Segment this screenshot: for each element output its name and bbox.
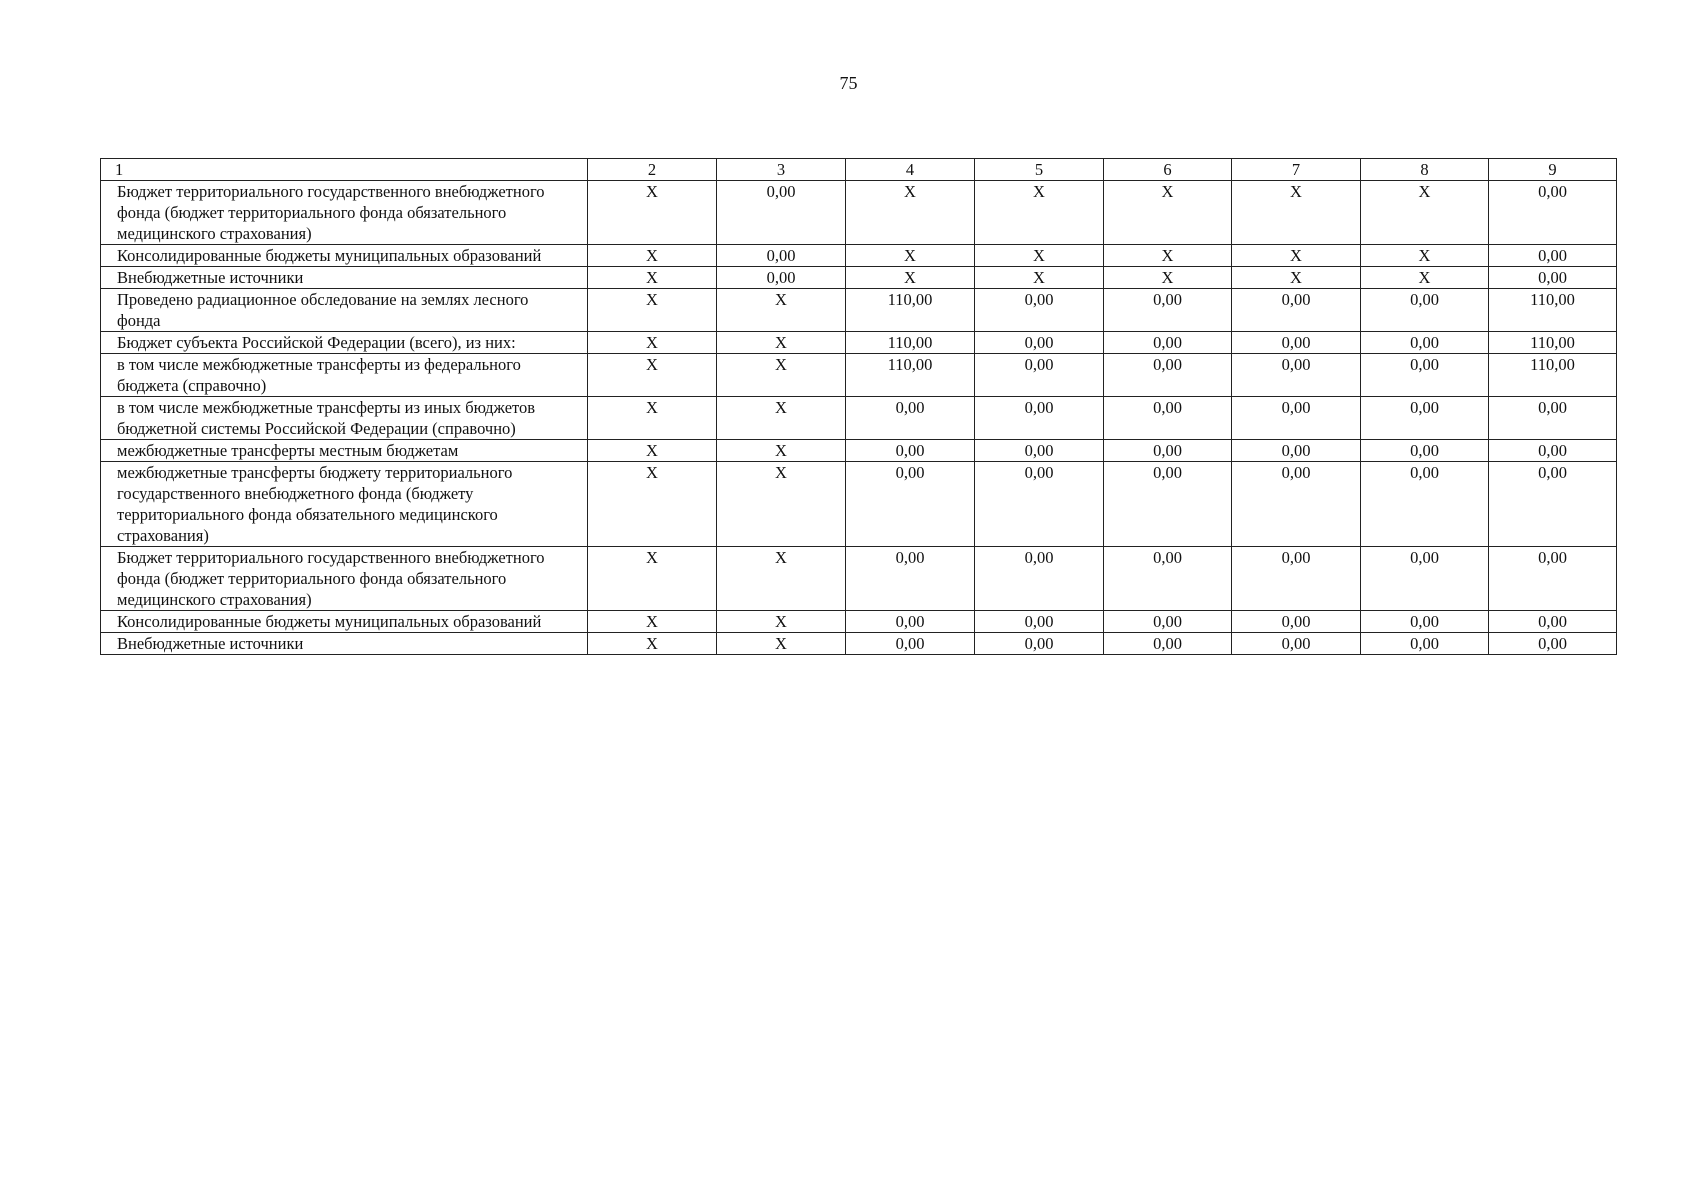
table-cell: 110,00 bbox=[1489, 354, 1617, 397]
table-cell: 0,00 bbox=[1232, 611, 1361, 633]
table-cell: 0,00 bbox=[1361, 440, 1489, 462]
table-cell: 0,00 bbox=[846, 611, 975, 633]
header-cell: 8 bbox=[1361, 159, 1489, 181]
table-row bbox=[101, 332, 1617, 354]
header-cell: 4 bbox=[846, 159, 975, 181]
table-cell: X bbox=[717, 397, 846, 440]
table-cell: 0,00 bbox=[1489, 633, 1617, 655]
table-cell: 0,00 bbox=[1104, 332, 1232, 354]
table-row bbox=[101, 547, 1617, 611]
header-cell: 6 bbox=[1104, 159, 1232, 181]
table-cell: X bbox=[1232, 267, 1361, 289]
table-cell: X bbox=[588, 289, 717, 332]
page-number: 75 bbox=[839, 73, 858, 93]
table-cell: X bbox=[1104, 267, 1232, 289]
header-cell: 9 bbox=[1489, 159, 1617, 181]
table-cell: 0,00 bbox=[1104, 397, 1232, 440]
table-cell: X bbox=[588, 547, 717, 611]
table-cell: 0,00 bbox=[1104, 462, 1232, 547]
table-cell: X bbox=[717, 354, 846, 397]
table-cell: 0,00 bbox=[975, 462, 1104, 547]
table-row bbox=[101, 397, 1617, 440]
table-cell: 0,00 bbox=[1489, 181, 1617, 245]
table-cell: 0,00 bbox=[1232, 289, 1361, 332]
table-cell: 0,00 bbox=[1104, 633, 1232, 655]
table-cell: 0,00 bbox=[1232, 547, 1361, 611]
header-row bbox=[101, 159, 1617, 181]
table-cell: X bbox=[588, 181, 717, 245]
table-cell: 0,00 bbox=[1104, 547, 1232, 611]
row-label: Бюджет территориального государственного внебюджетного фонда (бюджет территориального фонда обязательного медицинского страхования) bbox=[101, 181, 588, 245]
table-cell: X bbox=[588, 633, 717, 655]
table-cell: 110,00 bbox=[846, 354, 975, 397]
table-cell: 0,00 bbox=[846, 633, 975, 655]
table-cell: 0,00 bbox=[1489, 462, 1617, 547]
table-cell: 0,00 bbox=[975, 611, 1104, 633]
table-cell: X bbox=[846, 245, 975, 267]
table-cell: X bbox=[717, 332, 846, 354]
table-cell: 0,00 bbox=[975, 397, 1104, 440]
row-label: Консолидированные бюджеты муниципальных образований bbox=[101, 245, 588, 267]
table-cell: X bbox=[717, 440, 846, 462]
table-cell: 0,00 bbox=[1104, 354, 1232, 397]
row-label: Консолидированные бюджеты муниципальных образований bbox=[101, 611, 588, 633]
header-cell: 3 bbox=[717, 159, 846, 181]
table-cell: 0,00 bbox=[846, 462, 975, 547]
table-cell: 0,00 bbox=[1361, 462, 1489, 547]
header-cell: 7 bbox=[1232, 159, 1361, 181]
table-cell: X bbox=[975, 245, 1104, 267]
table-cell: 0,00 bbox=[1489, 440, 1617, 462]
row-label: Внебюджетные источники bbox=[101, 633, 588, 655]
table-cell: 0,00 bbox=[1104, 440, 1232, 462]
row-label: Бюджет субъекта Российской Федерации (всего), из них: bbox=[101, 332, 588, 354]
table-cell: 0,00 bbox=[1232, 633, 1361, 655]
table-cell: 0,00 bbox=[1361, 547, 1489, 611]
table-row bbox=[101, 181, 1617, 245]
table-cell: X bbox=[1104, 181, 1232, 245]
table-row bbox=[101, 611, 1617, 633]
budget-table bbox=[100, 158, 1617, 655]
table-cell: 0,00 bbox=[846, 440, 975, 462]
table-cell: 0,00 bbox=[975, 332, 1104, 354]
table-cell: X bbox=[588, 267, 717, 289]
table-row bbox=[101, 462, 1617, 547]
table-cell: X bbox=[588, 397, 717, 440]
table-cell: X bbox=[588, 611, 717, 633]
table-cell: 0,00 bbox=[1104, 611, 1232, 633]
table-cell: X bbox=[588, 245, 717, 267]
table-cell: 0,00 bbox=[1232, 332, 1361, 354]
row-label: Проведено радиационное обследование на землях лесного фонда bbox=[101, 289, 588, 332]
table-cell: 0,00 bbox=[975, 354, 1104, 397]
table-cell: 110,00 bbox=[1489, 289, 1617, 332]
table-cell: X bbox=[1232, 245, 1361, 267]
table-cell: 0,00 bbox=[1361, 354, 1489, 397]
table-cell: X bbox=[846, 181, 975, 245]
header-cell: 1 bbox=[101, 159, 588, 181]
table-cell: 0,00 bbox=[1232, 440, 1361, 462]
table-cell: 0,00 bbox=[1489, 611, 1617, 633]
header-cell: 5 bbox=[975, 159, 1104, 181]
table-cell: 0,00 bbox=[1361, 289, 1489, 332]
table-cell: X bbox=[588, 440, 717, 462]
table-cell: X bbox=[975, 181, 1104, 245]
table-cell: X bbox=[975, 267, 1104, 289]
row-label: межбюджетные трансферты местным бюджетам bbox=[101, 440, 588, 462]
table-cell: 0,00 bbox=[717, 181, 846, 245]
table-cell: X bbox=[1104, 245, 1232, 267]
table-cell: X bbox=[1361, 267, 1489, 289]
table-row bbox=[101, 440, 1617, 462]
table-cell: 110,00 bbox=[846, 332, 975, 354]
row-label: Внебюджетные источники bbox=[101, 267, 588, 289]
table-cell: X bbox=[1361, 181, 1489, 245]
table-cell: 110,00 bbox=[846, 289, 975, 332]
table-row bbox=[101, 267, 1617, 289]
table-cell: 110,00 bbox=[1489, 332, 1617, 354]
table-cell: 0,00 bbox=[1104, 289, 1232, 332]
table-row bbox=[101, 633, 1617, 655]
table-body bbox=[101, 181, 1617, 655]
table-cell: 0,00 bbox=[1489, 267, 1617, 289]
row-label: в том числе межбюджетные трансферты из федерального бюджета (справочно) bbox=[101, 354, 588, 397]
row-label: в том числе межбюджетные трансферты из иных бюджетов бюджетной системы Российской Федерации (справочно) bbox=[101, 397, 588, 440]
table-cell: X bbox=[717, 462, 846, 547]
table-cell: 0,00 bbox=[1232, 354, 1361, 397]
table-cell: 0,00 bbox=[975, 289, 1104, 332]
table-cell: 0,00 bbox=[1361, 633, 1489, 655]
row-label: Бюджет территориального государственного внебюджетного фонда (бюджет территориального фонда обязательного медицинского страхования) bbox=[101, 547, 588, 611]
table-cell: X bbox=[1232, 181, 1361, 245]
table-cell: 0,00 bbox=[1489, 397, 1617, 440]
table-cell: 0,00 bbox=[1489, 245, 1617, 267]
table-cell: 0,00 bbox=[1232, 397, 1361, 440]
table-cell: 0,00 bbox=[846, 547, 975, 611]
table-cell: 0,00 bbox=[1232, 462, 1361, 547]
table-row bbox=[101, 289, 1617, 332]
table-cell: X bbox=[717, 611, 846, 633]
header-cell: 2 bbox=[588, 159, 717, 181]
table-cell: X bbox=[717, 289, 846, 332]
table-row bbox=[101, 354, 1617, 397]
table-row bbox=[101, 245, 1617, 267]
table-cell: 0,00 bbox=[975, 440, 1104, 462]
table-cell: 0,00 bbox=[717, 267, 846, 289]
table-cell: X bbox=[588, 462, 717, 547]
table-cell: 0,00 bbox=[1361, 611, 1489, 633]
table-cell: 0,00 bbox=[975, 633, 1104, 655]
table-cell: X bbox=[588, 332, 717, 354]
table-cell: X bbox=[588, 354, 717, 397]
table-cell: X bbox=[1361, 245, 1489, 267]
table-header bbox=[101, 159, 1617, 181]
table-cell: 0,00 bbox=[846, 397, 975, 440]
table-cell: X bbox=[846, 267, 975, 289]
table-cell: X bbox=[717, 633, 846, 655]
table-cell: 0,00 bbox=[717, 245, 846, 267]
table-cell: X bbox=[717, 547, 846, 611]
table-cell: 0,00 bbox=[1489, 547, 1617, 611]
row-label: межбюджетные трансферты бюджету территориального государственного внебюджетного фонда (бюджету территориального фонда обязательного медицинского страхования) bbox=[101, 462, 588, 547]
table-cell: 0,00 bbox=[975, 547, 1104, 611]
table-cell: 0,00 bbox=[1361, 332, 1489, 354]
table-cell: 0,00 bbox=[1361, 397, 1489, 440]
